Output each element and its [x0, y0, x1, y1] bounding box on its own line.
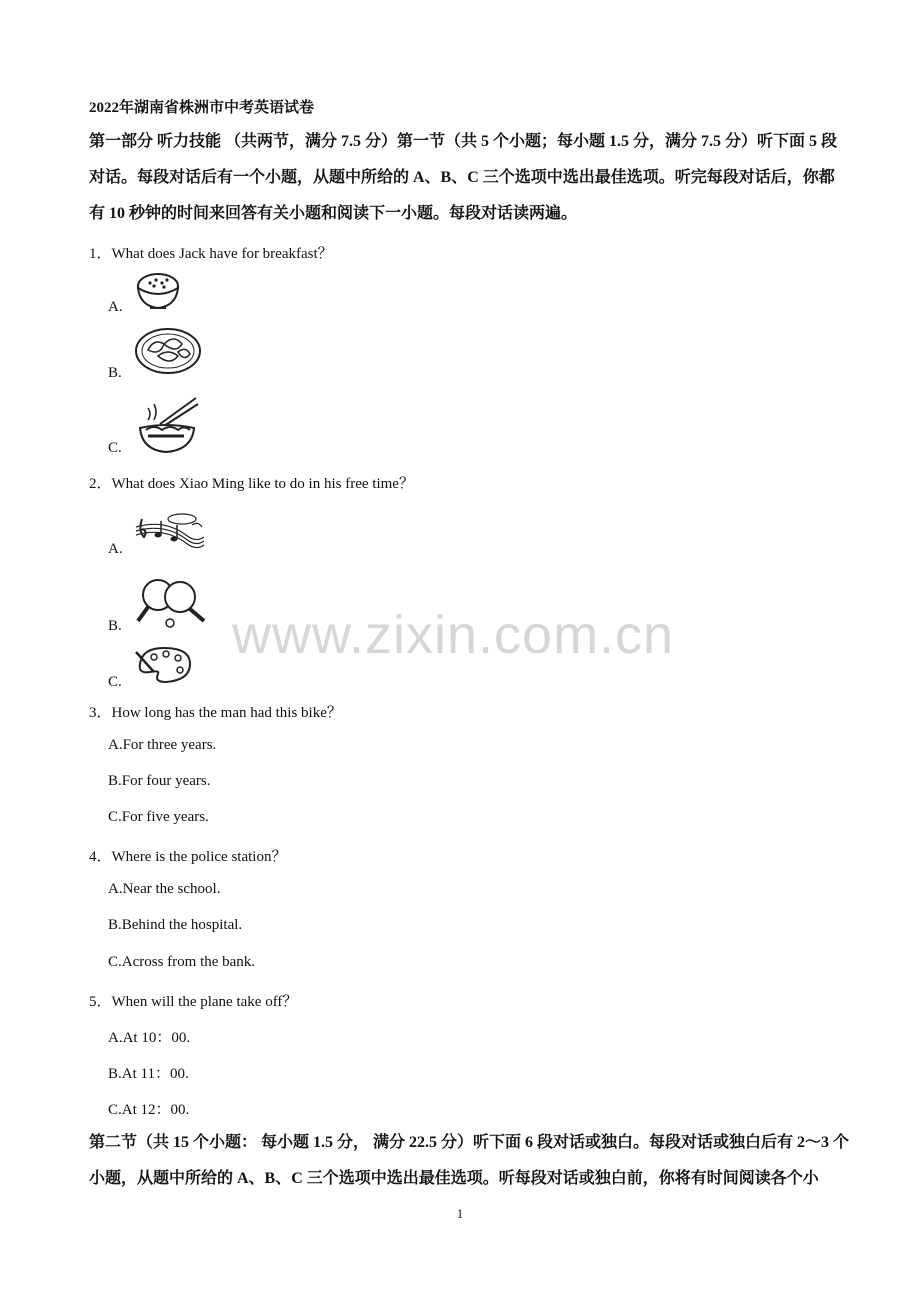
section2-instructions: 第二节（共 15 个小题： 每小题 1.5 分， 满分 22.5 分）听下面 6 段对话或独白。每段对话或独白后有 2～3 个小题，从题中所给的 A、B、C 三个选项中选出最佳选项。听每段对话或独白前，你将有时间阅读各个小: [89, 1134, 850, 1187]
dumplings-plate-icon: [134, 326, 202, 376]
q1-option-b-label[interactable]: B.: [108, 365, 122, 381]
music-notes-icon: [134, 511, 206, 555]
page-title: 2022年湖南省株洲市中考英语试卷: [89, 100, 315, 116]
watermark: www.zixin.com.cn: [232, 605, 675, 665]
q4-option-b[interactable]: B.Behind the hospital.: [108, 917, 243, 933]
q4-option-a[interactable]: A.Near the school.: [108, 881, 221, 897]
question-1-stem: 1．What does Jack have for breakfast？: [89, 246, 333, 262]
question-5-stem: 5．When will the plane take off？: [89, 994, 298, 1010]
question-4-stem: 4．Where is the police station？: [89, 849, 287, 865]
q3-option-a[interactable]: A.For three years.: [108, 737, 217, 753]
q4-option-c[interactable]: C.Across from the bank.: [108, 954, 256, 970]
q3-option-c[interactable]: C.For five years.: [108, 809, 209, 825]
rice-bowl-icon: [134, 270, 182, 312]
question-3-stem: 3．How long has the man had this bike？: [89, 705, 342, 721]
page-number: 1: [456, 1206, 464, 1221]
q1-option-c-label[interactable]: C.: [108, 440, 122, 456]
q5-option-b[interactable]: B.At 11：00.: [108, 1066, 189, 1082]
q2-option-b-label[interactable]: B.: [108, 618, 122, 634]
part1-instructions: 第一部分 听力技能 （共两节，满分 7.5 分）第一节（共 5 个小题；每小题 1.5 分，满分 7.5 分）听下面 5 段对话。每段对话后有一个小题，从题中所给的 A、B、C 三个选项中选出最佳选项。听完每段对话后，你都有 10 秒钟的时间来回答有关小题和阅读下一小题。每段对话读两遍。: [89, 133, 838, 222]
q5-option-c[interactable]: C.At 12：00.: [108, 1102, 190, 1118]
noodles-bowl-icon: [134, 394, 200, 456]
ping-pong-paddles-icon: [134, 577, 210, 629]
paint-palette-icon: [134, 644, 194, 686]
q5-option-a[interactable]: A.At 10：00.: [108, 1030, 191, 1046]
q2-option-a-label[interactable]: A.: [108, 541, 123, 557]
q2-option-c-label[interactable]: C.: [108, 674, 122, 690]
q3-option-b[interactable]: B.For four years.: [108, 773, 211, 789]
question-2-stem: 2．What does Xiao Ming like to do in his free time？: [89, 476, 414, 492]
q1-option-a-label[interactable]: A.: [108, 299, 123, 315]
